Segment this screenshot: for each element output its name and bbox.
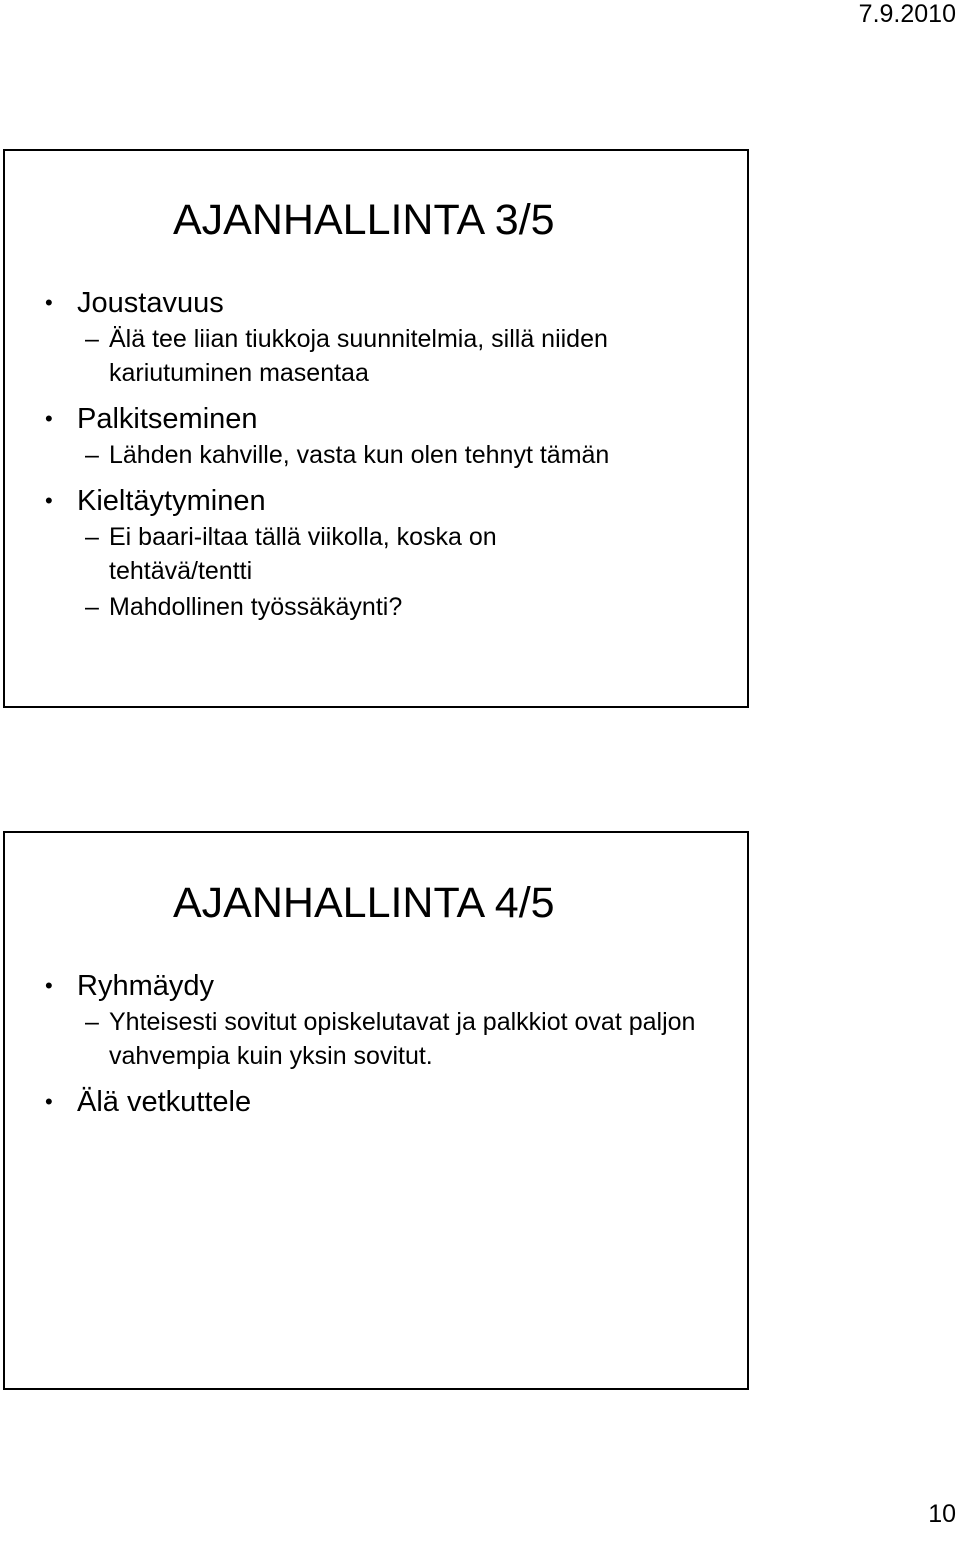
slide-bullet-list xyxy=(5,286,747,624)
sub-bullet-item xyxy=(5,436,747,472)
slide-title: AJANHALLINTA 4/5 xyxy=(173,879,555,927)
dash-icon: – xyxy=(85,325,99,353)
page-number: 10 xyxy=(928,1500,956,1528)
bullet-item xyxy=(5,1085,747,1119)
dash-icon: – xyxy=(85,593,99,621)
bullet-icon: • xyxy=(45,973,53,998)
dash-icon: – xyxy=(85,1008,99,1036)
bullet-text: Ryhmäydy xyxy=(77,970,214,1002)
bullet-icon: • xyxy=(45,290,53,315)
sub-bullet-text: Mahdollinen työssäkäynti? xyxy=(109,593,403,621)
bullet-icon: • xyxy=(45,1089,53,1114)
sub-bullet-item xyxy=(5,588,747,624)
sub-bullet-item xyxy=(5,1003,747,1073)
sub-bullet-item xyxy=(5,320,747,390)
bullet-text: Palkitseminen xyxy=(77,403,258,435)
dash-icon: – xyxy=(85,441,99,469)
bullet-item xyxy=(5,286,747,320)
dash-icon: – xyxy=(85,523,99,551)
sub-bullet-text: Älä tee liian tiukkoja suunnitelmia, sillä niiden kariutuminen masentaa xyxy=(109,325,608,387)
sub-bullet-text: Lähden kahville, vasta kun olen tehnyt tämän xyxy=(109,441,610,469)
page-date: 7.9.2010 xyxy=(858,0,956,28)
bullet-item xyxy=(5,969,747,1003)
bullet-text: Kieltäytyminen xyxy=(77,485,266,517)
sub-bullet-text: Yhteisesti sovitut opiskelutavat ja palkkiot ovat paljon vahvempia kuin yksin sovitut. xyxy=(109,1008,696,1070)
bullet-icon: • xyxy=(45,488,53,513)
slide-4-of-5 xyxy=(3,831,749,1390)
slide-bullet-list xyxy=(5,969,747,1119)
sub-bullet-text: Ei baari-iltaa tällä viikolla, koska on tehtävä/tentti xyxy=(109,523,497,585)
bullet-icon: • xyxy=(45,406,53,431)
bullet-item xyxy=(5,484,747,518)
bullet-text: Joustavuus xyxy=(77,287,224,319)
bullet-item xyxy=(5,402,747,436)
slide-title: AJANHALLINTA 3/5 xyxy=(173,196,555,244)
slide-3-of-5 xyxy=(3,149,749,708)
bullet-text: Älä vetkuttele xyxy=(77,1086,252,1118)
sub-bullet-item xyxy=(5,518,747,588)
